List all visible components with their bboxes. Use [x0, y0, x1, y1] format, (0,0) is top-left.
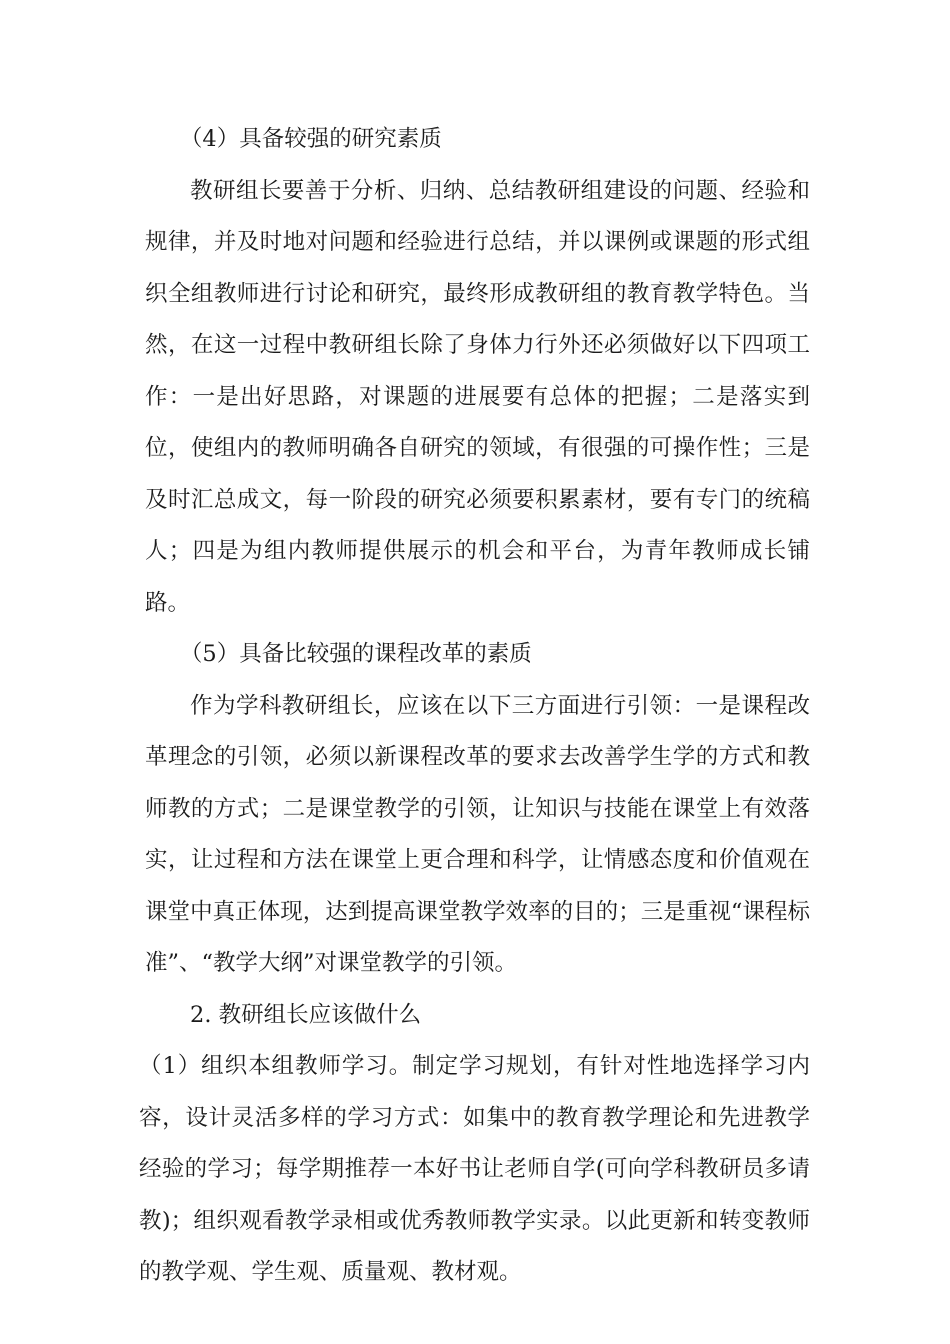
paragraph-research-quality: 教研组长要善于分析、归纳、总结教研组建设的问题、经验和规律，并及时地对问题和经验进行总结，并以课例或课题的形式组织全组教师进行讨论和研究，最终形成教研组的教育教学特色。当然，在这一过程中教研组长除了身体力行外还必须做好以下四项工作：一是出好思路，对课题的进展要有总体的把握；二是落实到位，使组内的教师明确各自研究的领域，有很强的可操作性；三是及时汇总成文，每一阶段的研究必须要积累素材，要有专门的统稿人；四是为组内教师提供展示的机会和平台，为青年教师成长铺路。: [145, 177, 810, 616]
paragraph-organize-study: （1）组织本组教师学习。制定学习规划，有针对性地选择学习内容，设计灵活多样的学习方式：如集中的教育教学理论和先进教学经验的学习；每学期推荐一本好书让老师自学(可向学科教研员多请教)；组织观看教学录相或优秀教师教学实录。以此更新和转变教师的教学观、学生观、质量观、教材观。: [139, 1053, 810, 1285]
section-heading-4: （4）具备较强的研究素质: [179, 126, 442, 152]
section-heading-2: 2. 教研组长应该做什么: [190, 1001, 422, 1028]
paragraph-curriculum-reform: 作为学科教研组长，应该在以下三方面进行引领：一是课程改革理念的引领，必须以新课程改革的要求去改善学生学的方式和教师教的方式；二是课堂教学的引领，让知识与技能在课堂上有效落实，让过程和方法在课堂上更合理和科学，让情感态度和价值观在课堂中真正体现，达到提高课堂教学效率的目的；三是重视“课程标准”、“教学大纲”对课堂教学的引领。: [145, 692, 810, 976]
document-body: [139, 114, 810, 1299]
section-heading-5: （5）具备比较强的课程改革的素质: [179, 641, 532, 667]
